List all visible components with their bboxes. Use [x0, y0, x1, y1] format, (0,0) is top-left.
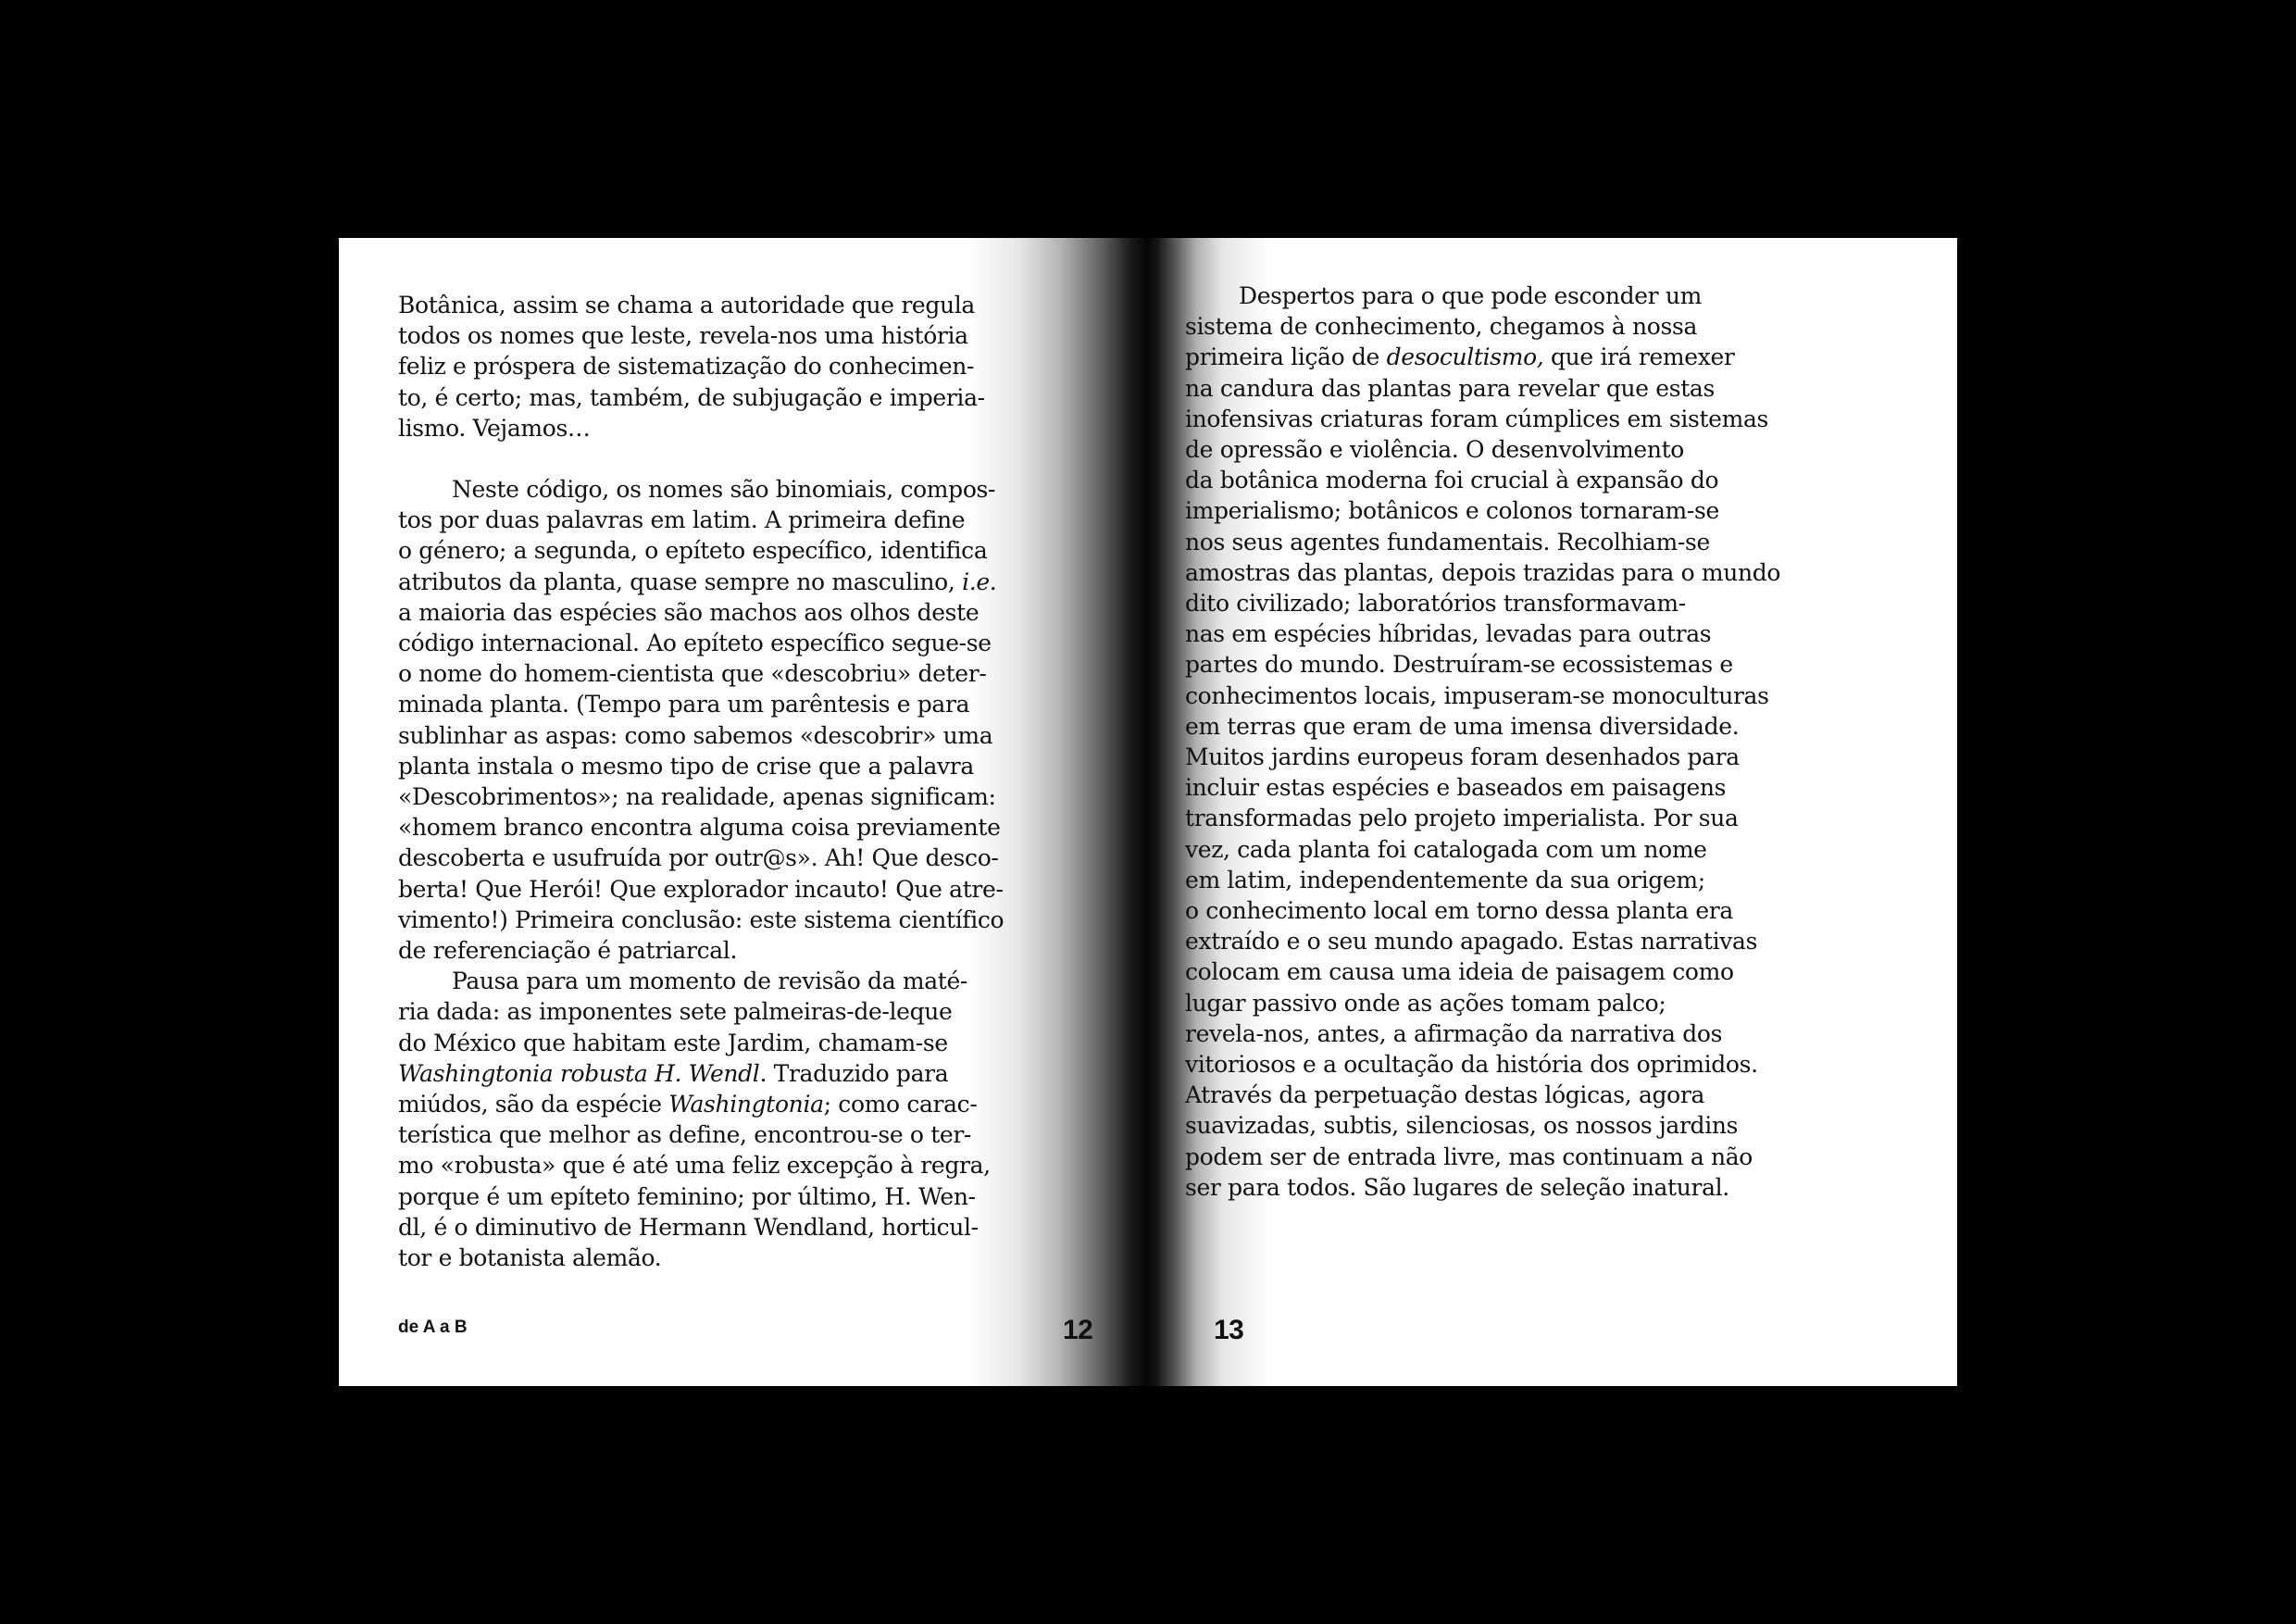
text-line: dito civilizado; laboratórios transformavam- [1185, 590, 1686, 618]
text-line: porque é um epíteto feminino; por último, H. Wen- [398, 1182, 976, 1210]
text-line: ser para todos. São lugares de seleção inatural. [1185, 1173, 1729, 1201]
paragraph [398, 474, 1009, 966]
page-number: 12 [1063, 1315, 1093, 1345]
text-line: podem ser de entrada livre, mas continuam a não [1185, 1143, 1753, 1170]
text-line: partes do mundo. Destruíram-se ecossistemas e [1185, 651, 1733, 679]
text-line: tos por duas palavras em latim. A primeira define [398, 506, 966, 534]
text-line: Neste código, os nomes são binomiais, compos- [452, 476, 996, 504]
text-line: Muitos jardins europeus foram desenhados para [1185, 743, 1740, 771]
text-line: transformadas pelo projeto imperialista. Por sua [1185, 805, 1739, 832]
text-line: descoberta e usufruída por outr@s». Ah! Que desco- [398, 844, 999, 872]
text-line: feliz e próspera de sistematização do conhecimen- [398, 353, 975, 381]
text-line: código internacional. Ao epíteto específico segue-se [398, 630, 992, 657]
book-spread [339, 238, 1957, 1386]
text-line: minada planta. (Tempo para um parêntesis e para [398, 691, 970, 718]
text-line: suavizadas, subtis, silenciosas, os nossos jardins [1185, 1112, 1739, 1140]
text-line: vitoriosos e a ocultação da história dos oprimidos. [1185, 1051, 1758, 1079]
text-line: berta! Que Herói! Que explorador incauto! Que atre- [398, 875, 1004, 903]
text-line: Botânica, assim se chama a autoridade que regula [398, 292, 975, 319]
text-run: que irá remexer [1543, 344, 1735, 371]
text-line: Através da perpetuação destas lógicas, agora [1185, 1081, 1705, 1109]
text-line: nos seus agentes fundamentais. Recolhiam-se [1185, 528, 1710, 556]
text-line: ria dada: as imponentes sete palmeiras-de-leque [398, 998, 953, 1026]
left-page [339, 238, 1148, 1386]
italic-text: i.e. [962, 568, 997, 595]
text-line: sistema de conhecimento, chegamos à nossa [1185, 313, 1697, 341]
text-line: extraído e o seu mundo apagado. Estas narrativas [1185, 928, 1758, 956]
text-line: amostras das plantas, depois trazidas para o mundo [1185, 558, 1781, 586]
text-line: lugar passivo onde as ações tomam palco; [1185, 989, 1666, 1017]
text-line: Pausa para um momento de revisão da maté- [452, 968, 968, 995]
text-line: revela-nos, antes, a afirmação da narrativa dos [1185, 1019, 1723, 1047]
text-line: «Descobrimentos»; na realidade, apenas significam: [398, 783, 996, 811]
text-run: ; como carac- [823, 1091, 978, 1118]
text-line [398, 1089, 1009, 1119]
text-line: imperialismo; botânicos e colonos tornaram-se [1185, 497, 1719, 525]
text-line [398, 1058, 1009, 1089]
text-line: lismo. Vejamos… [398, 414, 591, 442]
text-line: colocam em causa uma ideia de paisagem como [1185, 958, 1734, 986]
text-line: a maioria das espécies são machos aos olhos deste [398, 598, 980, 626]
text-line: o conhecimento local em torno dessa planta era [1185, 897, 1733, 925]
text-run: atributos da planta, quase sempre no masculino, [398, 568, 963, 595]
text-line: planta instala o mesmo tipo de crise que a palavra [398, 752, 974, 780]
text-line: em terras que eram de uma imensa diversidade. [1185, 712, 1740, 740]
text-line: nas em espécies híbridas, levadas para outras [1185, 620, 1712, 648]
text-line: conhecimentos locais, impuseram-se monoculturas [1185, 681, 1769, 709]
text-run: . Traduzido para [759, 1059, 949, 1087]
text-run: primeira lição de [1185, 344, 1387, 371]
text-line: to, é certo; mas, também, de subjugação e imperia- [398, 383, 985, 411]
italic-text: Washingtonia robusta H. Wendl [398, 1059, 760, 1087]
running-footer-title: de A a B [398, 1318, 468, 1337]
text-run: miúdos, são da espécie [398, 1091, 669, 1118]
paragraph [1185, 281, 1824, 1203]
text-line: terística que melhor as define, encontrou-se o ter- [398, 1121, 972, 1149]
paragraph-gap [398, 443, 1009, 474]
text-line: incluir estas espécies e baseados em paisagens [1185, 774, 1727, 802]
page-number: 13 [1214, 1315, 1244, 1345]
text-line: tor e botanista alemão. [398, 1244, 662, 1272]
italic-text: desocultismo, [1386, 344, 1544, 371]
right-page-body [1185, 281, 1824, 1203]
text-line: Despertos para o que pode esconder um [1239, 282, 1702, 309]
text-line: na candura das plantas para revelar que estas [1185, 374, 1715, 402]
text-line: de opressão e violência. O desenvolvimento [1185, 436, 1684, 464]
text-line: inofensivas criaturas foram cúmplices em sistemas [1185, 405, 1768, 432]
text-line [398, 567, 1009, 597]
text-line: sublinhar as aspas: como sabemos «descobrir» uma [398, 721, 993, 749]
text-line: da botânica moderna foi crucial à expansão do [1185, 467, 1719, 494]
text-line: todos os nomes que leste, revela-nos uma história [398, 322, 968, 350]
text-line [1185, 342, 1824, 372]
right-page [1148, 238, 1957, 1386]
text-line: mo «robusta» que é até uma feliz excepção à regra, [398, 1152, 991, 1180]
paragraph [398, 966, 1009, 1273]
text-line: vez, cada planta foi catalogada com um nome [1185, 835, 1707, 863]
text-line: de referenciação é patriarcal. [398, 937, 738, 965]
text-line: em latim, independentemente da sua origem; [1185, 866, 1705, 893]
text-line: dl, é o diminutivo de Hermann Wendland, horticul- [398, 1213, 979, 1241]
left-page-body [398, 290, 1009, 1273]
paragraph [398, 290, 1009, 443]
text-line: o nome do homem-cientista que «descobriu» deter- [398, 660, 987, 688]
text-line: vimento!) Primeira conclusão: este sistema científico [398, 906, 1004, 933]
text-line: «homem branco encontra alguma coisa previamente [398, 814, 1001, 842]
italic-text: Washingtonia [668, 1091, 824, 1118]
text-line: do México que habitam este Jardim, chamam-se [398, 1029, 948, 1056]
text-line: o género; a segunda, o epíteto específico, identifica [398, 537, 988, 565]
